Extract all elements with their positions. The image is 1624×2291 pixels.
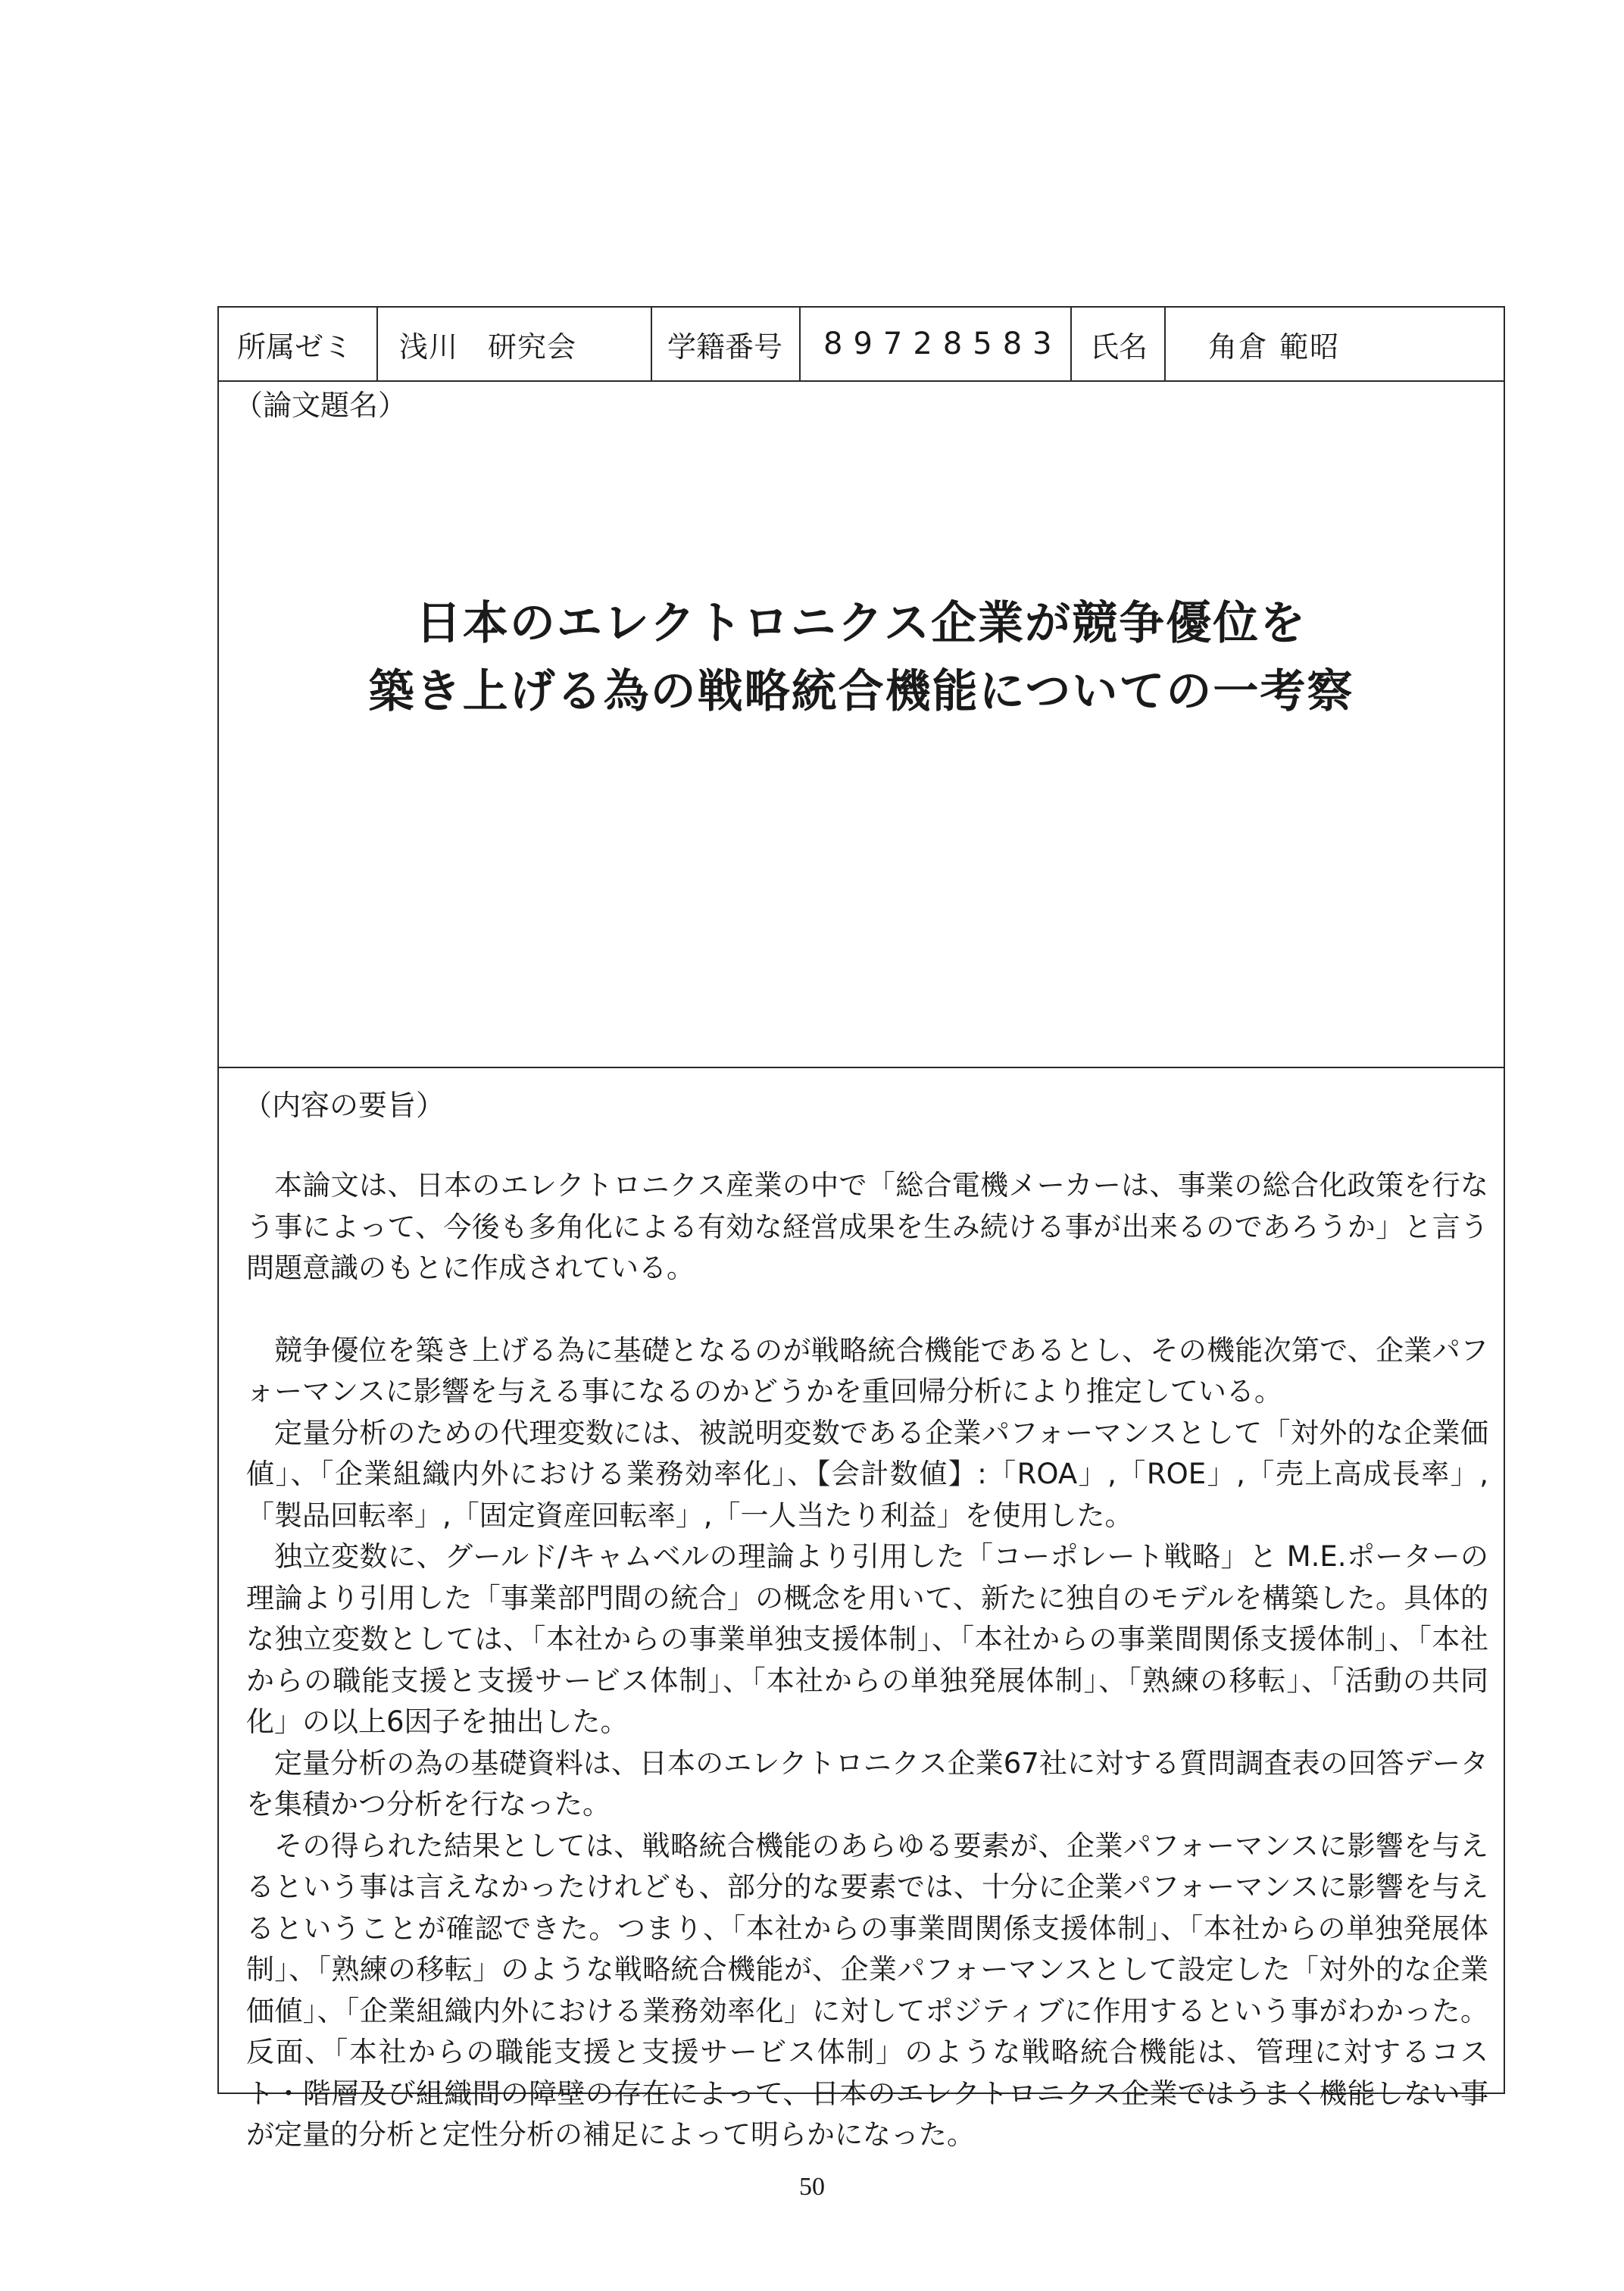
summary-paragraph: その得られた結果としては、戦略統合機能のあらゆる要素が、企業パフォーマンスに影響を与えるという事は言えなかったけれども、部分的な要素では、十分に企業パフォーマンスに影響を与えるということが確認できた。つまり、「本社からの事業間関係支援体制」、「本社からの単独発展体制」、「熟練の移転」のような戦略統合機能が、企業パフォーマンスとして設定した「対外的な企業価値」、「企業組織内外における業務効率化」に対してポジティブに作用するという事がわかった。反面、「本社からの職能支援と支援サービス体制」のような戦略統合機能は、管理に対するコスト・階層及び組織間の障壁の存在によって、日本のエレクトロニクス企業ではうまく機能しない事が定量的分析と定性分析の補足によって明らかになった。 <box>246 1829 1488 2151</box>
student-id-label: 学籍番号 <box>651 308 799 380</box>
summary-body <box>246 1165 1488 2156</box>
abstract-form <box>217 306 1505 2151</box>
summary-paragraph: 定量分析の為の基礎資料は、日本のエレクトロニクス企業67社に対する質問調査表の回答データを集積かつ分析を行なった。 <box>246 1746 1488 1821</box>
thesis-title-line: 築き上げる為の戦略統合機能についての一考察 <box>368 665 1354 718</box>
thesis-title <box>219 589 1504 726</box>
summary-paragraph: 定量分析のための代理変数には、被説明変数である企業パフォーマンスとして「対外的な企業価値」、「企業組織内外における業務効率化」、【会計数値】:「ROA」,「ROE」,「売上高成長率」,「製品回転率」,「固定資産回転率」,「一人当たり利益」を使用した。 <box>246 1416 1488 1532</box>
seminar-value: 浅川 研究会 <box>376 308 651 380</box>
summary-section <box>219 1068 1504 2151</box>
name-label: 氏名 <box>1070 308 1164 380</box>
seminar-label: 所属ゼミ <box>237 330 353 364</box>
summary-paragraph: 独立変数に、グールド/キャムベルの理論より引用した「コーポレート戦略」と M.E.ポーターの理論より引用した「事業部門間の統合」の概念を用いて、新たに独自のモデルを構築した。具体的な独立変数としては、「本社からの事業単独支援体制」、「本社からの事業間関係支援体制」、「本社からの職能支援と支援サービス体制」、「本社からの単独発展体制」、「熟練の移転」、「活動の共同化」の以上6因子を抽出した。 <box>246 1540 1488 1738</box>
thesis-title-section <box>219 380 1504 1068</box>
student-id-value: 89728583 <box>799 308 1070 380</box>
name-value: 角倉 範昭 <box>1164 308 1504 380</box>
header-row <box>219 308 1504 382</box>
summary-label: （内容の要旨） <box>243 1089 445 1122</box>
thesis-title-label: （論文題名） <box>234 389 408 422</box>
summary-paragraph: 競争優位を築き上げる為に基礎となるのが戦略統合機能であるとし、その機能次第で、企業パフォーマンスに影響を与える事になるのかどうかを重回帰分析により推定している。 <box>246 1333 1488 1408</box>
page-number: 50 <box>799 2173 825 2201</box>
summary-paragraph: 本論文は、日本のエレクトロニクス産業の中で「総合電機メーカーは、事業の総合化政策を行なう事によって、今後も多角化による有効な経営成果を生み続ける事が出来るのであろうか」と言う問題意識のもとに作成されている。 <box>246 1169 1488 1284</box>
thesis-title-line: 日本のエレクトロニクス企業が競争優位を <box>415 597 1307 650</box>
